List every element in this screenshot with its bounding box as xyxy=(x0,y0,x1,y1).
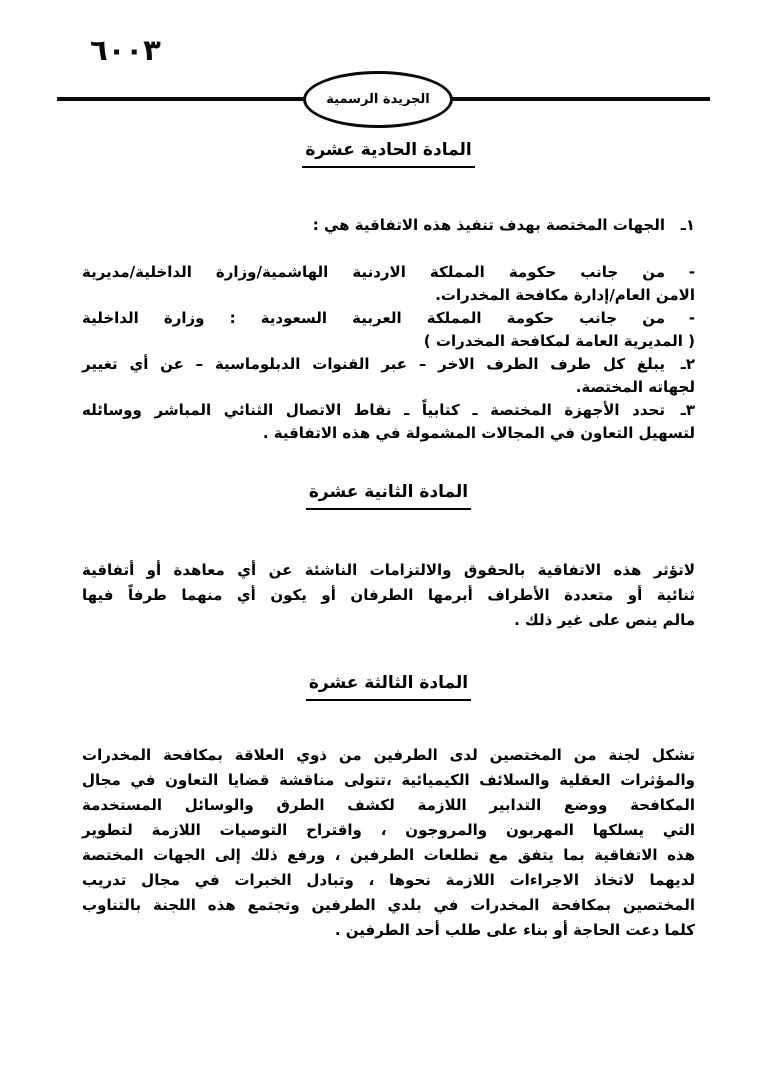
article-12-heading xyxy=(82,480,695,510)
article-12-paragraph xyxy=(82,558,695,633)
article-13-line-5: هذه الاتفاقية بما يتفق مع تطلعات الطرفين ، ورفع ذلك إلى الجهات المختصة xyxy=(82,846,695,864)
numbered-item-1-text: الجهات المختصة بهدف تنفيذ هذه الاتفاقية هي : xyxy=(312,216,665,234)
article-13-line-7: المختصين بمكافحة المخدرات في بلدي الطرفين وتجتمع هذه اللجنة بالتناوب xyxy=(82,896,695,914)
article-13-line-2: والمؤثرات العقلية والسلائف الكيميائية ،تتولى مناقشة قضايا التعاون في مجال xyxy=(82,771,695,789)
numbered-item-3-text-line-1: تحدد الأجهزة المختصة ـ كتابياً ـ نقاط الاتصال الثنائي المباشر ووسائله xyxy=(82,401,665,419)
sub-bullet-2 xyxy=(82,307,695,330)
article-13-line-3: المكافحة ووضع التدابير اللازمة لكشف الطرق والوسائل المستخدمة xyxy=(82,796,695,814)
article-12-line-2: ثنائية أو متعددة الأطراف أبرمها الطرفان أو يكون أي منهما طرفاً فيها xyxy=(82,586,695,604)
document-body xyxy=(82,138,695,943)
numbered-item-3-text-line-2: لتسهيل التعاون في المجالات المشمولة في هذه الاتفاقية . xyxy=(262,424,695,442)
numbered-item-2 xyxy=(82,353,695,376)
article-13-title: المادة الثالثة عشرة xyxy=(306,671,471,701)
numbered-item-1 xyxy=(82,214,695,237)
numbered-item-2-text-line-2: لجهاته المختصة. xyxy=(575,378,695,396)
numbered-item-3 xyxy=(82,399,695,422)
article-13-line-6: لديهما لاتخاذ الاجراءات اللازمة نحوها ، وتبادل الخبرات في مجال تدريب xyxy=(82,871,695,889)
article-13-paragraph xyxy=(82,743,695,943)
sub-bullet-1-text-line-1: من جانب حكومة المملكة الاردنية الهاشمية/وزارة الداخلية/مديرية xyxy=(82,263,665,281)
article-13-line-4: التي يسلكها المهربون والمروجون ، واقتراح التوصيات اللازمة لتطوير xyxy=(82,821,695,839)
article-13-heading xyxy=(82,671,695,701)
numbered-item-2-text-line-1: يبلغ كل طرف الطرف الاخر – عبر القنوات الدبلوماسية – عن أي تغيير xyxy=(82,355,665,373)
sub-bullet-1 xyxy=(82,261,695,284)
sub-bullet-1-text-line-2: الامن العام/إدارة مكافحة المخدرات. xyxy=(435,286,695,304)
sub-bullet-2-marker: - xyxy=(688,309,695,327)
numbered-item-2-marker: ٢ـ xyxy=(680,355,695,373)
article-13-line-1: تشكل لجنة من المختصين لدى الطرفين من ذوي العلاقة بمكافحة المخدرات xyxy=(82,746,695,764)
sub-bullet-2-text-line-1: من جانب حكومة المملكة العربية السعودية : وزارة الداخلية xyxy=(82,309,665,327)
article-12-line-3: مالم ينص على غير ذلك . xyxy=(514,611,695,629)
gazette-banner-label: الجريدة الرسمية xyxy=(326,92,430,107)
article-12-title: المادة الثانية عشرة xyxy=(306,480,471,510)
article-12-line-1: لاتؤثر هذه الاتفاقية بالحقوق والالتزامات الناشئة عن أي معاهدة أو أتفاقية xyxy=(82,561,695,579)
numbered-item-3-marker: ٣ـ xyxy=(680,401,695,419)
sub-bullet-2-text-line-2: ( المديرية العامة لمكافحة المخدرات ) xyxy=(423,332,695,350)
article-13-line-8: كلما دعت الحاجة أو بناء على طلب أحد الطرفين . xyxy=(334,921,695,939)
numbered-item-1-marker: ١ـ xyxy=(680,216,695,234)
page-number: ٦٠٠٣ xyxy=(90,33,161,67)
article-11-heading xyxy=(82,138,695,168)
sub-bullet-1-marker: - xyxy=(688,263,695,281)
gazette-banner-ellipse xyxy=(303,71,453,128)
article-11-title: المادة الحادية عشرة xyxy=(302,138,474,168)
